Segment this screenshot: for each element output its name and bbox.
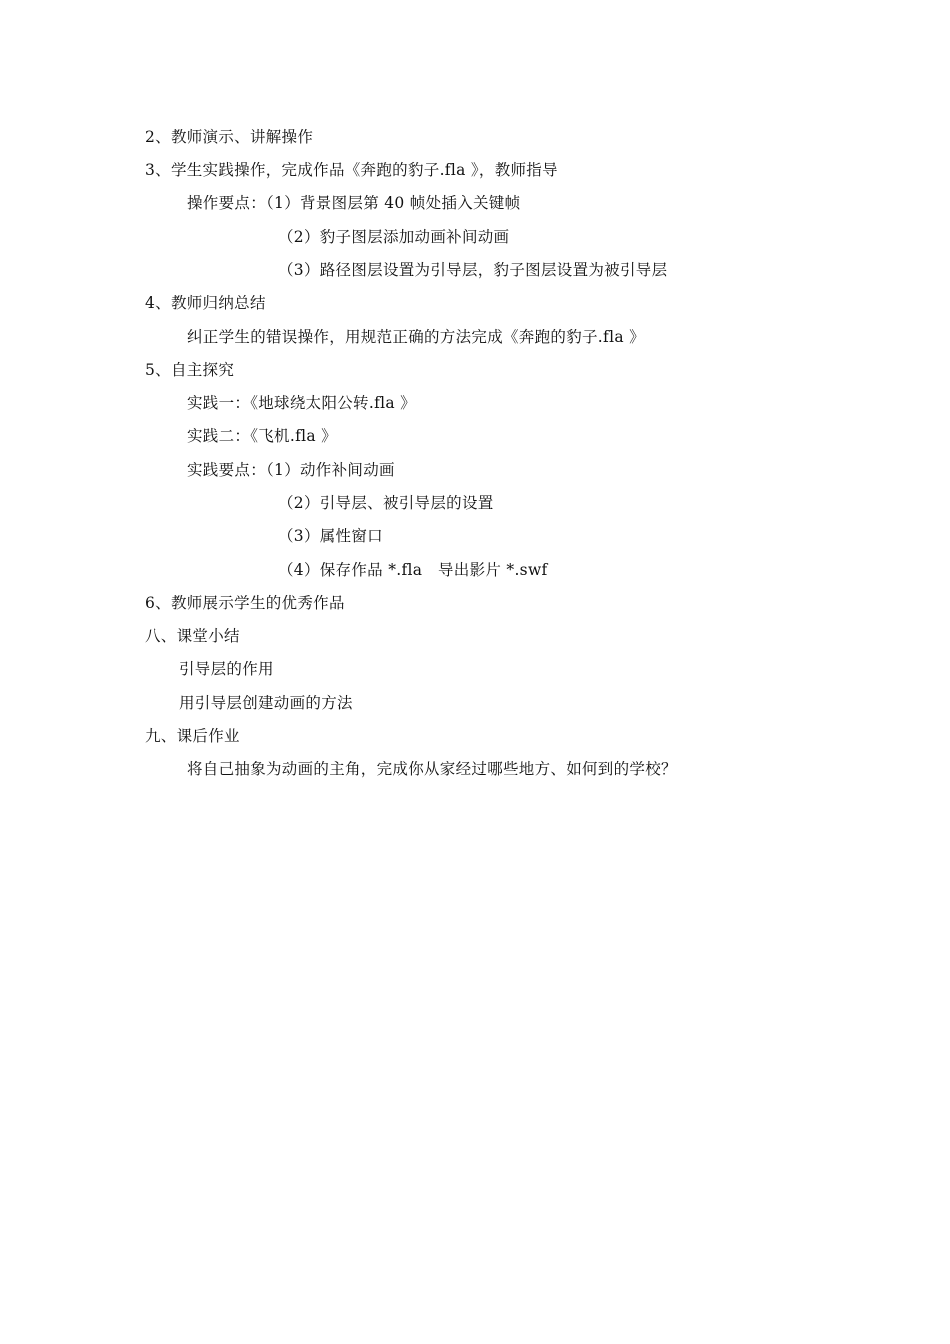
operation-point-3: （3）路径图层设置为引导层，豹子图层设置为被引导层 (278, 261, 668, 279)
section-8-heading: 八、课堂小结 (145, 627, 240, 645)
operation-point-2: （2）豹子图层添加动画补间动画 (278, 228, 510, 246)
step-6-showcase: 6、教师展示学生的优秀作品 (145, 594, 345, 612)
practice-point-2: （2）引导层、被引导层的设置 (278, 494, 494, 512)
step-4-teacher-summary: 4、教师归纳总结 (145, 294, 266, 312)
practice-point-4: （4）保存作品 *.fla 导出影片 *.swf (278, 561, 548, 579)
section-9-heading: 九、课后作业 (145, 727, 240, 745)
summary-item-2: 用引导层创建动画的方法 (179, 694, 353, 712)
practice-point-3: （3）属性窗口 (278, 527, 383, 545)
practice-one: 实践一：《地球绕太阳公转.fla 》 (187, 394, 416, 412)
step-5-self-exploration: 5、自主探究 (145, 361, 235, 379)
summary-text: 纠正学生的错误操作，用规范正确的方法完成《奔跑的豹子.fla 》 (187, 328, 645, 346)
homework-text: 将自己抽象为动画的主角，完成你从家经过哪些地方、如何到的学校？ (187, 760, 677, 778)
summary-item-1: 引导层的作用 (179, 660, 274, 678)
practice-two: 实践二：《飞机.fla 》 (187, 427, 337, 445)
step-3-student-practice: 3、学生实践操作，完成作品《奔跑的豹子.fla 》，教师指导 (145, 161, 558, 179)
operation-point-1: 操作要点：（1）背景图层第 40 帧处插入关键帧 (187, 194, 521, 212)
practice-point-1: 实践要点：（1）动作补间动画 (187, 461, 395, 479)
step-2-teacher-demo: 2、教师演示、讲解操作 (145, 128, 314, 146)
